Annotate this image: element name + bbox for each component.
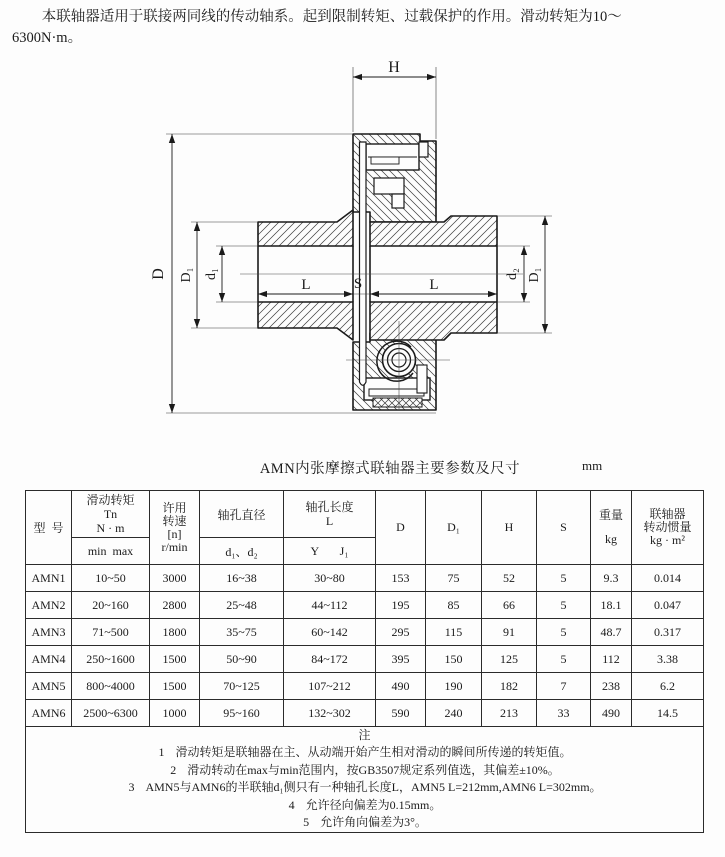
note-item: [26, 779, 703, 797]
torque-name: 滑动转矩: [86, 493, 135, 507]
note-number: 2: [170, 762, 177, 777]
note-text: 滑动转动在max与min范围内，按GB3507规定系列值选，其偏差±10%。: [187, 762, 560, 777]
dim-label-d2: d₂: [505, 268, 520, 280]
cell-D: 490: [376, 673, 426, 700]
note-item: [26, 814, 703, 832]
dim-label-S: S: [353, 276, 363, 292]
cell-inertia: 3.38: [632, 646, 704, 673]
col-header-bore-dia-sub: d₁、d₂: [200, 538, 284, 565]
dim-label-D: D: [150, 268, 167, 280]
cell-weight: 490: [591, 700, 632, 727]
cell-H: 66: [482, 592, 537, 619]
cell-length: 107~212: [284, 673, 376, 700]
cell-bore: 16~38: [200, 565, 284, 592]
weight-name: 重量: [598, 508, 623, 522]
coupling-section-diagram: [0, 55, 725, 455]
unit-label: mm: [582, 458, 603, 473]
note-item: [26, 744, 703, 762]
speed-l4: r/min: [161, 539, 188, 554]
cell-inertia: 0.047: [632, 592, 704, 619]
cell-D1: 75: [426, 565, 482, 592]
note-number: 4: [288, 797, 295, 812]
cell-H: 125: [482, 646, 537, 673]
col-header-torque: [72, 491, 150, 538]
cell-speed: 1000: [150, 700, 200, 727]
cell-weight: 48.7: [591, 619, 632, 646]
dim-label-L-left: L: [301, 277, 311, 293]
cell-length: 60~142: [284, 619, 376, 646]
cell-H: 182: [482, 673, 537, 700]
cell-inertia: 6.2: [632, 673, 704, 700]
intro-line-2: 6300N·m。: [12, 30, 83, 46]
table-row: [26, 619, 704, 646]
table-row: [26, 565, 704, 592]
note-item: [26, 797, 703, 815]
cell-S: 33: [537, 700, 591, 727]
cell-inertia: 14.5: [632, 700, 704, 727]
notes-section: [26, 727, 704, 833]
cell-speed: 1500: [150, 646, 200, 673]
cell-S: 5: [537, 646, 591, 673]
note-number: 3: [128, 780, 135, 794]
dim-label-D1-left: D₁: [179, 267, 194, 283]
cell-D1: 190: [426, 673, 482, 700]
note-number: 1: [158, 745, 165, 759]
table-row: [26, 673, 704, 700]
cell-speed: 2800: [150, 592, 200, 619]
cell-D1: 85: [426, 592, 482, 619]
cell-model: AMN5: [26, 673, 72, 700]
intro-paragraph: [12, 7, 715, 49]
cell-weight: 238: [591, 673, 632, 700]
cell-S: 5: [537, 619, 591, 646]
cell-length: 30~80: [284, 565, 376, 592]
cell-length: 84~172: [284, 646, 376, 673]
cell-torque: 10~50: [72, 565, 150, 592]
col-header-torque-range: min max: [72, 538, 150, 565]
speed-l3: [n]: [167, 526, 182, 541]
inertia-l2: 转动惯量: [643, 520, 692, 534]
cell-D: 395: [376, 646, 426, 673]
cell-bore: 70~125: [200, 673, 284, 700]
intro-line-1: 本联轴器适用于联接两同线的传动轴系。起到限制转矩、过载保护的作用。滑动转矩为10～: [41, 9, 622, 25]
table-row: [26, 646, 704, 673]
dim-label-d1: d₁: [204, 268, 219, 280]
coupling-section-svg: [0, 55, 725, 455]
cell-weight: 112: [591, 646, 632, 673]
col-header-inertia: [632, 491, 704, 565]
cell-speed: 1800: [150, 619, 200, 646]
cell-D: 295: [376, 619, 426, 646]
cell-H: 52: [482, 565, 537, 592]
spec-table: [25, 490, 704, 833]
cell-model: AMN4: [26, 646, 72, 673]
inertia-l1: 联轴器: [649, 507, 686, 521]
cell-bore: 95~160: [200, 700, 284, 727]
cell-torque: 250~1600: [72, 646, 150, 673]
cell-H: 91: [482, 619, 537, 646]
cell-speed: 1500: [150, 673, 200, 700]
cell-D: 153: [376, 565, 426, 592]
cell-D1: 115: [426, 619, 482, 646]
cell-torque: 71~500: [72, 619, 150, 646]
cell-D1: 240: [426, 700, 482, 727]
col-header-D: D: [376, 491, 426, 565]
col-header-bore-len: [284, 491, 376, 538]
note-text: 允许角向偏差为3°。: [320, 815, 427, 829]
dim-label-L-right: L: [429, 277, 439, 293]
cell-torque: 2500~6300: [72, 700, 150, 727]
cell-weight: 18.1: [591, 592, 632, 619]
dim-label-H: H: [388, 59, 400, 76]
cell-torque: 20~160: [72, 592, 150, 619]
dim-label-D1-right: D₁: [527, 267, 542, 283]
cell-D: 590: [376, 700, 426, 727]
cell-D1: 150: [426, 646, 482, 673]
cell-length: 44~112: [284, 592, 376, 619]
torque-symbol: Tn: [103, 507, 118, 521]
cell-model: AMN2: [26, 592, 72, 619]
speed-l1: 许用: [162, 500, 187, 515]
col-header-bore-dia: 轴孔直径: [200, 491, 284, 538]
col-header-weight: [591, 491, 632, 565]
bore-len-name: 轴孔长度: [305, 500, 354, 514]
note-number: 5: [303, 815, 310, 829]
cell-bore: 25~48: [200, 592, 284, 619]
col-header-bore-len-sub: Y J₁: [284, 538, 376, 565]
cell-inertia: 0.317: [632, 619, 704, 646]
col-header-speed: [150, 491, 200, 565]
torque-unit: N · m: [96, 521, 125, 535]
note-text: AMN5与AMN6的半联轴d₁侧只有一种轴孔长度L，AMN5 L=212mm,AMN6 L=302mm。: [145, 780, 602, 794]
cell-torque: 800~4000: [72, 673, 150, 700]
cell-model: AMN6: [26, 700, 72, 727]
col-header-S: S: [537, 491, 591, 565]
cell-S: 7: [537, 673, 591, 700]
table-row: [26, 700, 704, 727]
cell-speed: 3000: [150, 565, 200, 592]
speed-l2: 转速: [162, 513, 187, 528]
flange-plate: [360, 142, 367, 385]
col-header-model: 型 号: [26, 491, 72, 565]
col-header-D1: D₁: [426, 491, 482, 565]
weight-unit: kg: [605, 532, 617, 546]
cell-model: AMN1: [26, 565, 72, 592]
cell-H: 213: [482, 700, 537, 727]
cell-S: 5: [537, 565, 591, 592]
cell-D: 195: [376, 592, 426, 619]
note-item: [26, 762, 703, 780]
cell-weight: 9.3: [591, 565, 632, 592]
inertia-l3: kg · m²: [650, 533, 685, 547]
note-text: 允许径向偏差为0.15mm。: [305, 797, 442, 812]
col-header-H: H: [482, 491, 537, 565]
cell-length: 132~302: [284, 700, 376, 727]
notes-title: 注: [358, 728, 371, 742]
note-text: 滑动转矩是联轴器在主、从动端开始产生相对滑动的瞬间所传递的转矩值。: [175, 745, 572, 759]
bore-len-symbol: L: [325, 514, 334, 528]
cell-S: 5: [537, 592, 591, 619]
table-title-row: [0, 457, 725, 479]
table-title: AMN内张摩擦式联轴器主要参数及尺寸: [259, 461, 521, 477]
cell-bore: 50~90: [200, 646, 284, 673]
cell-model: AMN3: [26, 619, 72, 646]
cell-inertia: 0.014: [632, 565, 704, 592]
cell-bore: 35~75: [200, 619, 284, 646]
table-row: [26, 592, 704, 619]
left-hub: [258, 210, 353, 340]
